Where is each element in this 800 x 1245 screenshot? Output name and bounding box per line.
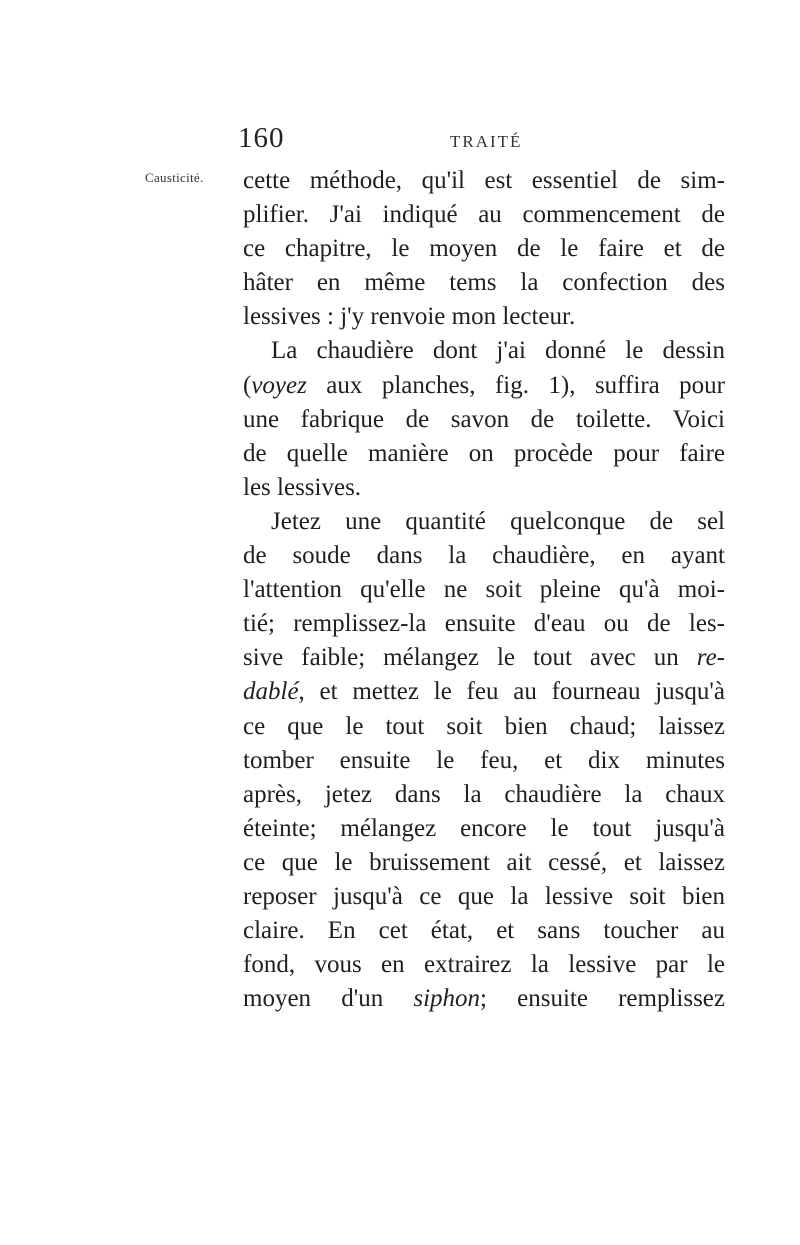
text-line: claire. En cet état, et sans toucher au	[243, 917, 725, 945]
text-line: l'attention qu'elle ne soit pleine qu'à moi-	[243, 576, 725, 604]
text-line: tié; remplissez-la ensuite d'eau ou de les-	[243, 610, 725, 638]
text-line: hâter en même tems la confection des	[243, 269, 725, 297]
text-line: les lessives.	[243, 473, 362, 501]
text-line: de soude dans la chaudière, en ayant	[243, 542, 725, 570]
text-line: une fabrique de savon de toilette. Voici	[243, 405, 725, 433]
text-line: sive faible; mélangez le tout avec un re-	[243, 644, 725, 672]
text-line: La chaudière dont j'ai donné le dessin	[271, 337, 725, 365]
text-line: moyen d'un siphon; ensuite remplissez	[243, 985, 725, 1013]
text-line: dablé, et mettez le feu au fourneau jusqu'à	[243, 678, 725, 706]
text-line: Jetez une quantité quelconque de sel	[271, 507, 725, 535]
text-line: tomber ensuite le feu, et dix minutes	[243, 746, 725, 774]
text-line: éteinte; mélangez encore le tout jusqu'à	[243, 814, 725, 842]
italic-text: dablé	[243, 678, 299, 706]
margin-note: Causticité.	[145, 170, 204, 185]
page-header	[238, 122, 538, 162]
italic-text: voyez	[251, 371, 307, 399]
page-number: 160	[238, 122, 285, 154]
text-line: ce que le tout soit bien chaud; laissez	[243, 712, 725, 740]
running-head: TRAITÉ	[450, 132, 523, 151]
italic-text: re-	[696, 644, 725, 672]
text-line: lessives : j'y renvoie mon lecteur.	[243, 303, 576, 331]
body-text	[243, 164, 725, 1016]
text-line: ce chapitre, le moyen de le faire et de	[243, 235, 725, 263]
text-line: fond, vous en extrairez la lessive par le	[243, 951, 725, 979]
text-line: cette méthode, qu'il est essentiel de sim-	[243, 167, 725, 194]
text-line: ce que le bruissement ait cessé, et laissez	[243, 848, 725, 876]
text-line: après, jetez dans la chaudière la chaux	[243, 780, 725, 808]
text-line: plifier. J'ai indiqué au commencement de	[243, 201, 725, 229]
text-line: (voyez aux planches, fig. 1), suffira pour	[243, 371, 725, 399]
italic-text: siphon	[413, 985, 481, 1013]
text-line: reposer jusqu'à ce que la lessive soit bien	[243, 882, 725, 910]
text-line: de quelle manière on procède pour faire	[243, 439, 725, 467]
